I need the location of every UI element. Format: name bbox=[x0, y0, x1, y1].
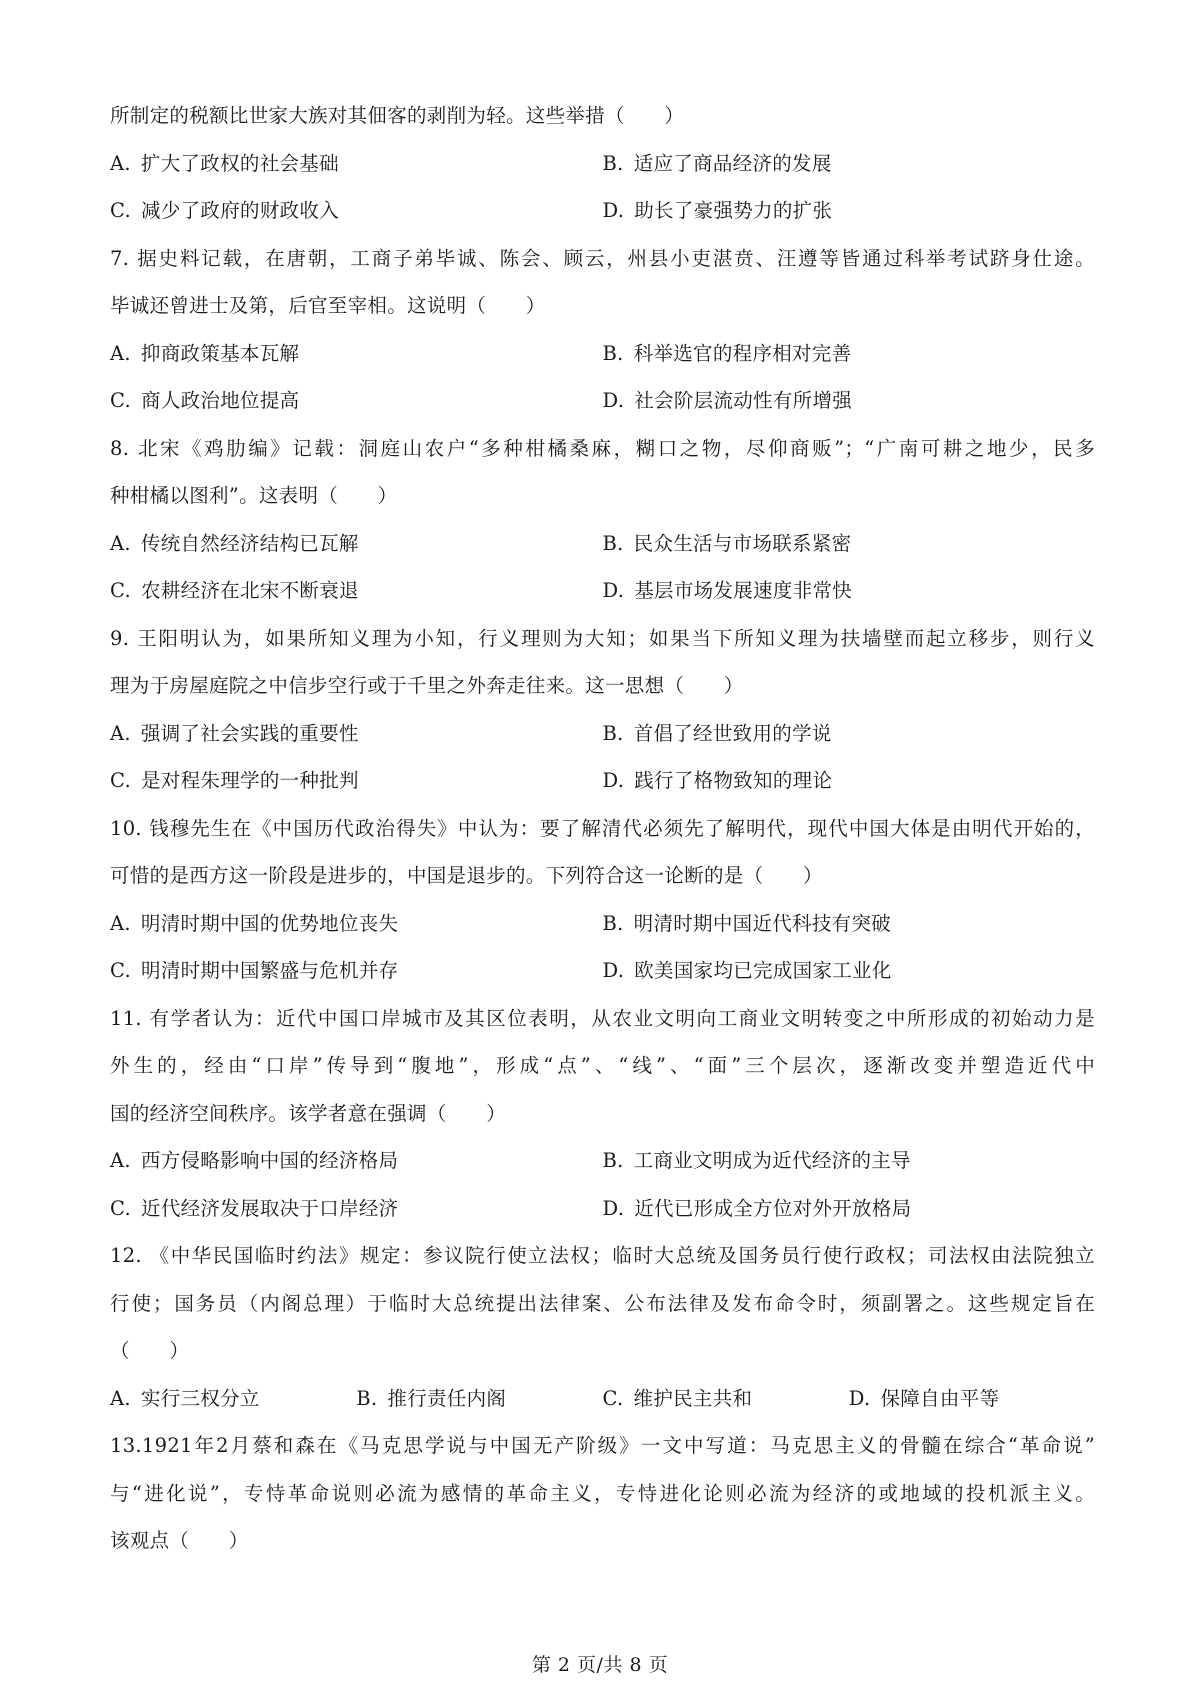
options-row bbox=[110, 900, 1095, 948]
option-a[interactable] bbox=[110, 140, 603, 188]
question-stem-line bbox=[110, 1422, 1095, 1470]
option-letter: A. bbox=[110, 721, 131, 745]
question-stem-line: 所制定的税额比世家大族对其佃客的剥削为轻。这些举措（ ） bbox=[110, 104, 685, 127]
question-stem-line: 毕诚还曾进士及第，后官至宰相。这说明（ ） bbox=[110, 294, 546, 317]
option-d[interactable] bbox=[603, 757, 1096, 805]
option-text: 维护民主共和 bbox=[633, 1386, 753, 1410]
question-stem-line: 种柑橘以图利”。这表明（ ） bbox=[110, 484, 398, 507]
option-text: 近代已形成全方位对外开放格局 bbox=[634, 1196, 912, 1220]
option-letter: D. bbox=[848, 1386, 871, 1410]
question-stem-line: 理为于房屋庭院之中信步空行或于千里之外奔走往来。这一思想（ ） bbox=[110, 674, 744, 697]
option-letter: B. bbox=[602, 341, 624, 365]
stem-text: 王阳明认为，如果所知义理为小知，行义理则为大知；如果当下所知义理为扶墙壁而起立移步，则行义 bbox=[137, 626, 1095, 650]
option-letter: C. bbox=[110, 389, 132, 412]
option-text: 基层市场发展速度非常快 bbox=[634, 579, 853, 602]
option-d[interactable] bbox=[603, 947, 1096, 995]
option-text: 工商业文明成为近代经济的主导 bbox=[633, 1149, 911, 1172]
option-letter: C. bbox=[110, 769, 132, 792]
option-letter: B. bbox=[602, 1149, 624, 1172]
option-text: 抑商政策基本瓦解 bbox=[140, 341, 300, 365]
option-text: 助长了豪强势力的扩张 bbox=[634, 199, 833, 222]
option-b[interactable] bbox=[356, 1375, 602, 1423]
option-b[interactable] bbox=[603, 900, 1096, 948]
options-row bbox=[110, 330, 1095, 378]
options-row bbox=[110, 710, 1095, 758]
option-text: 社会阶层流动性有所增强 bbox=[634, 389, 853, 412]
question-9 bbox=[110, 615, 1095, 805]
stem-text: 据史料记载，在唐朝，工商子弟毕诚、陈会、顾云，州县小吏湛贲、汪遵等皆通过科举考试跻身仕途。 bbox=[137, 246, 1095, 270]
question-stem-line: 国的经济空间秩序。该学者意在强调（ ） bbox=[110, 1101, 507, 1125]
option-c[interactable] bbox=[110, 947, 603, 995]
option-letter: C. bbox=[110, 199, 132, 222]
option-letter: D. bbox=[602, 769, 625, 792]
options-row bbox=[110, 947, 1095, 995]
option-text: 保障自由平等 bbox=[880, 1386, 1000, 1410]
question-number: 12. bbox=[110, 1244, 142, 1267]
option-c[interactable] bbox=[110, 757, 603, 805]
option-text: 明清时期中国繁盛与危机并存 bbox=[141, 959, 399, 982]
question-13 bbox=[110, 1422, 1095, 1565]
option-text: 欧美国家均已完成国家工业化 bbox=[634, 959, 892, 982]
option-letter: C. bbox=[602, 1386, 624, 1410]
option-letter: A. bbox=[110, 151, 131, 175]
question-stem-line bbox=[110, 1232, 1095, 1280]
question-number: 10. bbox=[110, 816, 142, 840]
stem-text: 有学者认为：近代中国口岸城市及其区位表明，从农业文明向工商业文明转变之中所形成的初始动力是 bbox=[149, 1006, 1095, 1030]
option-a[interactable] bbox=[110, 520, 603, 568]
option-text: 推行责任内阁 bbox=[387, 1386, 507, 1410]
option-text: 传统自然经济结构已瓦解 bbox=[140, 531, 359, 555]
options-row bbox=[110, 567, 1095, 615]
page-footer: 第 2 页/共 8 页 bbox=[531, 1654, 669, 1676]
option-text: 实行三权分立 bbox=[140, 1386, 260, 1410]
option-c[interactable] bbox=[110, 1185, 603, 1233]
option-text: 首倡了经世致用的学说 bbox=[633, 721, 832, 745]
question-number: 9. bbox=[110, 626, 130, 650]
options-row bbox=[110, 1137, 1095, 1185]
option-c[interactable] bbox=[110, 187, 603, 235]
option-letter: C. bbox=[110, 959, 132, 982]
option-a[interactable] bbox=[110, 710, 603, 758]
option-letter: A. bbox=[110, 1149, 131, 1172]
option-text: 是对程朱理学的一种批判 bbox=[141, 769, 359, 792]
options-row bbox=[110, 187, 1095, 235]
option-a[interactable] bbox=[110, 330, 603, 378]
question-11 bbox=[110, 995, 1095, 1233]
question-stem-line: 外生的，经由“口岸”传导到“腹地”，形成“点”、“线”、“面”三个层次，逐渐改变并塑造近代中 bbox=[110, 1054, 1095, 1077]
options-row bbox=[110, 757, 1095, 805]
option-text: 适应了商品经济的发展 bbox=[633, 151, 832, 175]
option-a[interactable] bbox=[110, 1375, 356, 1423]
option-text: 商人政治地位提高 bbox=[141, 389, 300, 412]
option-letter: C. bbox=[110, 1196, 132, 1220]
options-row bbox=[110, 377, 1095, 425]
question-stem-line bbox=[110, 805, 1095, 853]
option-letter: B. bbox=[602, 721, 624, 745]
option-d[interactable] bbox=[603, 567, 1096, 615]
option-text: 明清时期中国的优势地位丧失 bbox=[140, 911, 399, 935]
option-b[interactable] bbox=[603, 140, 1096, 188]
option-letter: A. bbox=[110, 1386, 131, 1410]
option-text: 科举选官的程序相对完善 bbox=[633, 341, 852, 365]
stem-text: 钱穆先生在《中国历代政治得失》中认为：要了解清代必须先了解明代，现代中国大体是由明代开始的， bbox=[149, 816, 1095, 840]
question-10 bbox=[110, 805, 1095, 995]
question-stem-line: 可惜的是西方这一阶段是进步的，中国是退步的。下列符合这一论断的是（ ） bbox=[110, 864, 823, 887]
question-number: 8. bbox=[110, 436, 130, 460]
question-number: 13. bbox=[110, 1434, 142, 1457]
option-c[interactable] bbox=[110, 377, 603, 425]
options-row bbox=[110, 1375, 1095, 1423]
option-letter: C. bbox=[110, 579, 132, 602]
question-number: 7. bbox=[110, 246, 130, 270]
options-row bbox=[110, 520, 1095, 568]
options-row bbox=[110, 1185, 1095, 1233]
option-text: 近代经济发展取决于口岸经济 bbox=[141, 1196, 399, 1220]
option-b[interactable] bbox=[603, 520, 1096, 568]
option-letter: A. bbox=[110, 531, 131, 555]
stem-text: 《中华民国临时约法》规定：参议院行使立法权；临时大总统及国务员行使行政权；司法权由法院独立 bbox=[149, 1244, 1095, 1267]
option-letter: B. bbox=[602, 911, 624, 935]
option-letter: D. bbox=[602, 389, 625, 412]
option-c[interactable] bbox=[603, 1375, 849, 1423]
option-b[interactable] bbox=[603, 330, 1096, 378]
question-stem-line: （ ） bbox=[110, 1339, 190, 1362]
option-text: 减少了政府的财政收入 bbox=[141, 199, 340, 222]
option-text: 强调了社会实践的重要性 bbox=[140, 721, 359, 745]
option-text: 农耕经济在北宋不断衰退 bbox=[141, 579, 359, 602]
option-d[interactable] bbox=[603, 377, 1096, 425]
option-text: 明清时期中国近代科技有突破 bbox=[633, 911, 892, 935]
option-d[interactable] bbox=[849, 1375, 1095, 1423]
option-letter: D. bbox=[602, 959, 625, 982]
question-number: 11. bbox=[110, 1006, 142, 1030]
option-text: 践行了格物致知的理论 bbox=[634, 769, 833, 792]
option-letter: A. bbox=[110, 911, 131, 935]
option-b[interactable] bbox=[603, 710, 1096, 758]
option-text: 民众生活与市场联系紧密 bbox=[633, 531, 852, 555]
option-letter: A. bbox=[110, 341, 131, 365]
question-stem-line: 该观点（ ） bbox=[110, 1529, 249, 1552]
question-8 bbox=[110, 425, 1095, 615]
question-stem-line: 行使；国务员（内阁总理）于临时大总统提出法律案、公布法律及发布命令时，须副署之。这些规定旨在 bbox=[110, 1291, 1095, 1315]
option-a[interactable] bbox=[110, 1137, 603, 1185]
question-stem-line bbox=[110, 425, 1095, 473]
option-letter: D. bbox=[602, 579, 625, 602]
option-letter: D. bbox=[602, 1196, 625, 1220]
option-a[interactable] bbox=[110, 900, 603, 948]
options-row bbox=[110, 140, 1095, 188]
stem-text: 1921年2月蔡和森在《马克思学说与中国无产阶级》一文中写道：马克思主义的骨髓在综合“革命说” bbox=[141, 1434, 1095, 1457]
question-stem-line: 与“进化说”，专恃革命说则必流为感情的革命主义，专恃进化论则必流为经济的或地域的投机派主义。 bbox=[110, 1481, 1095, 1505]
question-stem-line bbox=[110, 235, 1095, 283]
question-12 bbox=[110, 1232, 1095, 1422]
option-b[interactable] bbox=[603, 1137, 1096, 1185]
question-stem-line bbox=[110, 995, 1095, 1043]
option-c[interactable] bbox=[110, 567, 603, 615]
option-d[interactable] bbox=[603, 1185, 1096, 1233]
option-text: 扩大了政权的社会基础 bbox=[140, 151, 339, 175]
option-letter: B. bbox=[356, 1386, 378, 1410]
option-text: 西方侵略影响中国的经济格局 bbox=[140, 1149, 399, 1172]
stem-text: 北宋《鸡肋编》记载：洞庭山农户“多种柑橘桑麻，糊口之物，尽仰商贩”；“广南可耕之地少，民多 bbox=[137, 436, 1095, 460]
page-content bbox=[110, 92, 1095, 1565]
option-letter: D. bbox=[602, 199, 625, 222]
question-6-continuation bbox=[110, 92, 1095, 235]
option-d[interactable] bbox=[603, 187, 1096, 235]
option-letter: B. bbox=[602, 151, 624, 175]
question-7 bbox=[110, 235, 1095, 425]
option-letter: B. bbox=[602, 531, 624, 555]
question-stem-line bbox=[110, 615, 1095, 663]
